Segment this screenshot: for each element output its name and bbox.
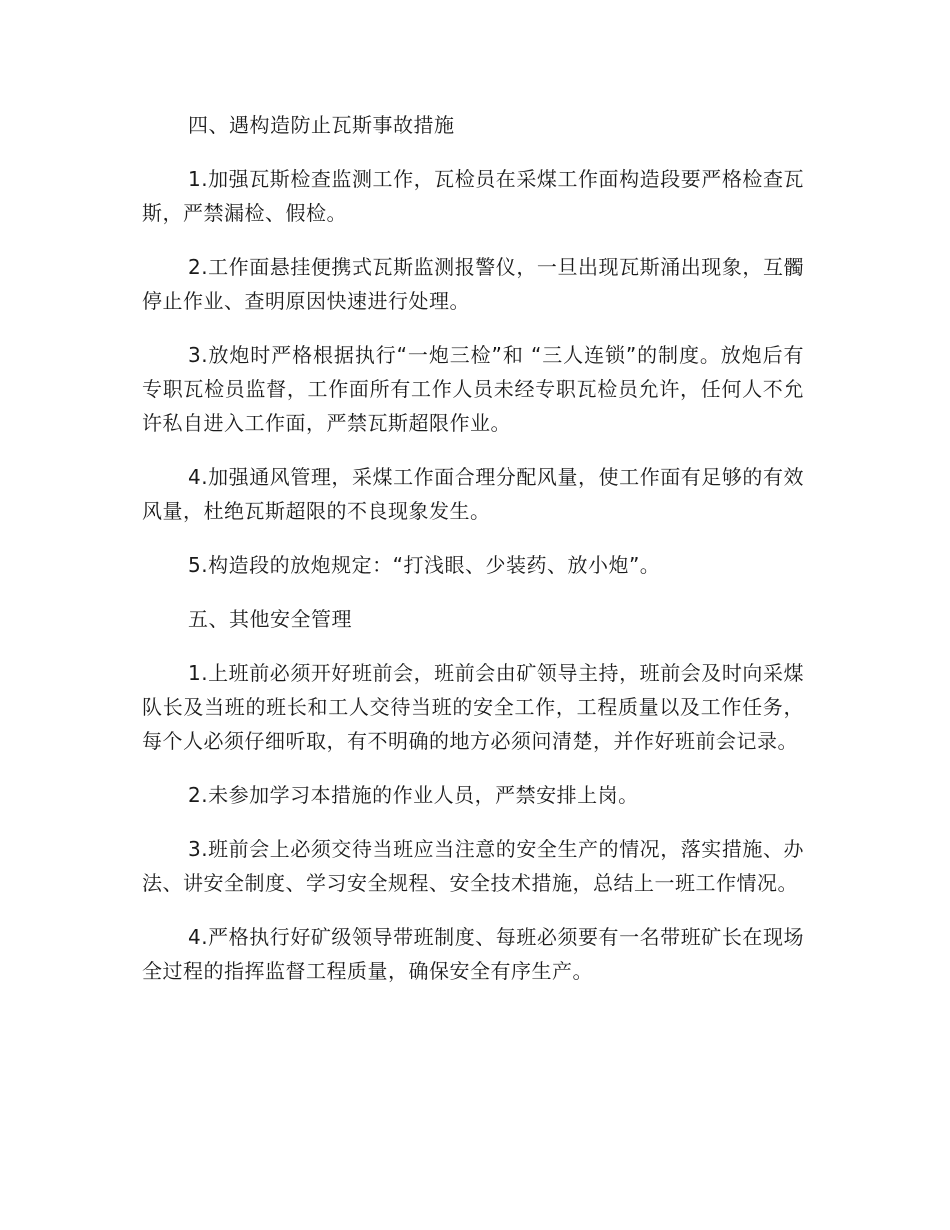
paragraph: 2.未参加学习本措施的作业人员，严禁安排上岗。 xyxy=(188,783,639,807)
paragraph: 2.工作面悬挂便携式瓦斯监测报警仪，一旦出现瓦斯涌出现象，互髑停止作业、查明原因快速进行处理。 xyxy=(142,255,804,313)
paragraph: 1.加强瓦斯检查监测工作，瓦检员在采煤工作面构造段要严格检查瓦斯，严禁漏检、假检。 xyxy=(142,167,804,225)
paragraph: 3.放炮时严格根据执行“一炮三检”和 “三人连锁”的制度。放炮后有专职瓦检员监督，工作面所有工作人员未经专职瓦检员允许，任何人不允许私自进入工作面，严禁瓦斯超限作业。 xyxy=(142,343,804,435)
paragraph: 3.班前会上必须交待当班应当注意的安全生产的情况，落实措施、办法、讲安全制度、学习安全规程、安全技术措施，总结上一班工作情况。 xyxy=(142,837,804,895)
paragraph: 1.上班前必须开好班前会，班前会由矿领导主持，班前会及时向采煤队长及当班的班长和工人交待当班的安全工作，工程质量以及工作任务，每个人必须仔细听取，有不明确的地方必须问清楚，并作好班前会记录。 xyxy=(142,661,804,753)
paragraph: 5.构造段的放炮规定：“打浅眼、少装药、放小炮”。 xyxy=(188,553,661,577)
paragraph: 4.加强通风管理，采煤工作面合理分配风量，使工作面有足够的有效风量，杜绝瓦斯超限的不良现象发生。 xyxy=(142,465,804,523)
paragraph: 4.严格执行好矿级领导带班制度、每班必须要有一名带班矿长在现场全过程的指挥监督工程质量，确保安全有序生产。 xyxy=(142,925,804,983)
section-heading: 四、遇构造防止瓦斯事故措施 xyxy=(188,113,455,137)
section-heading: 五、其他安全管理 xyxy=(188,607,352,631)
